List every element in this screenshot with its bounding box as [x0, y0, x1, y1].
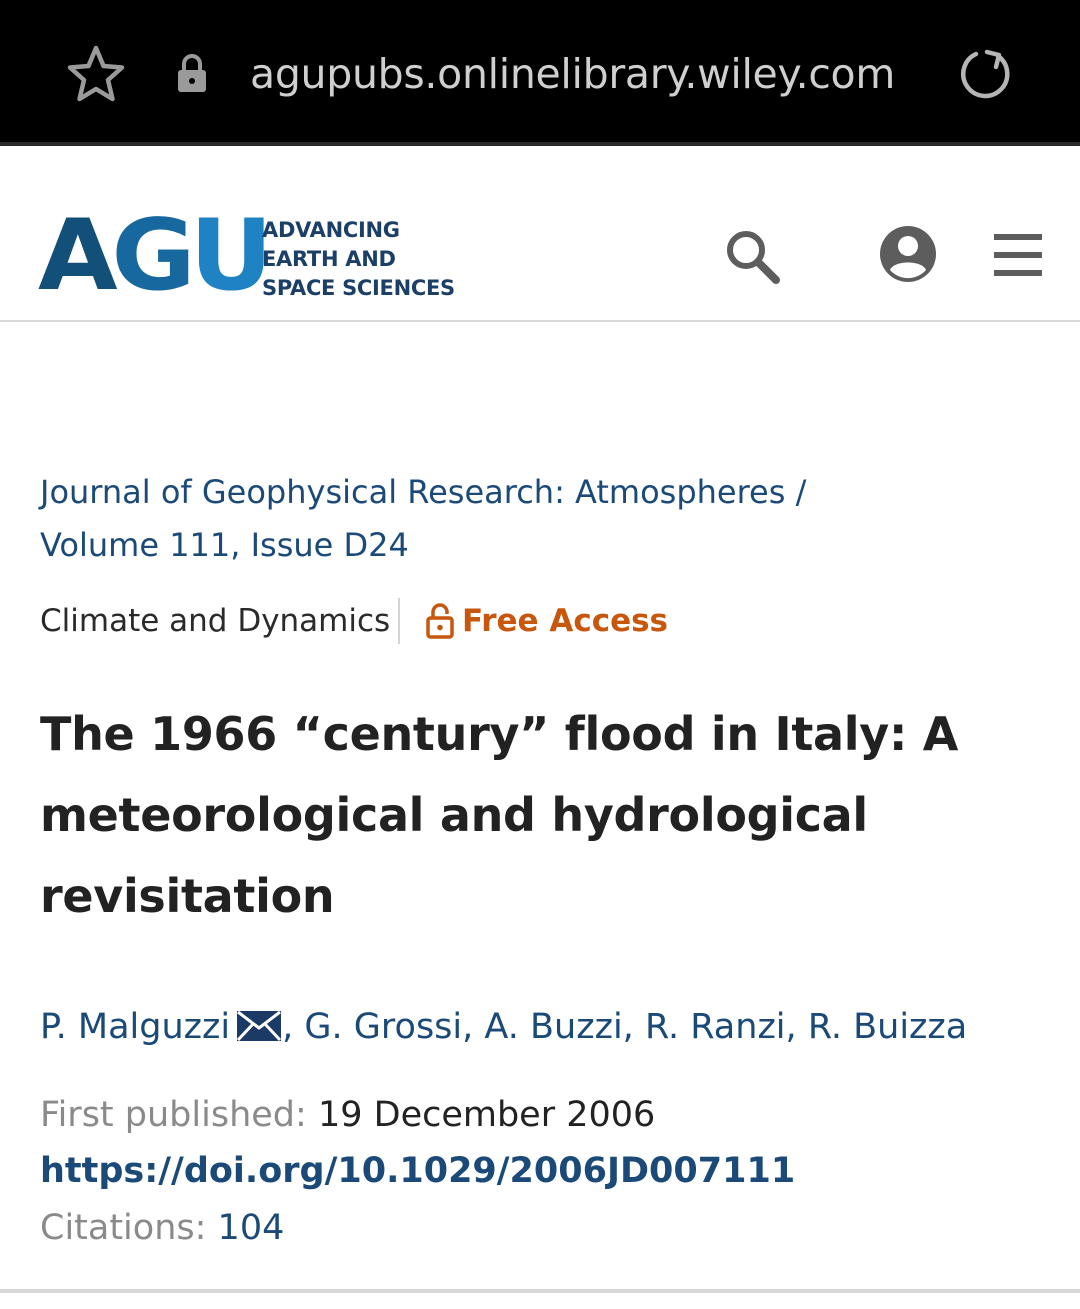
logo-letter: G [111, 199, 190, 313]
tagline-line: SPACE SCIENCES [262, 276, 455, 300]
author-list: P. Malguzzi , G. Grossi, A. Buzzi, R. Ranzi, R. Buizza [40, 1007, 968, 1047]
logo-letter: U [189, 199, 267, 313]
journal-name[interactable]: Journal of Geophysical Research: Atmospheres / [40, 473, 807, 511]
star-icon[interactable] [66, 44, 126, 104]
tagline-line: ADVANCING [262, 218, 400, 242]
email-icon[interactable] [236, 1010, 282, 1042]
journal-breadcrumb[interactable] [40, 466, 1040, 572]
title-line: revisitation [40, 869, 335, 923]
logo-letter: A [38, 199, 112, 313]
reload-icon[interactable] [954, 44, 1014, 104]
first-published [40, 1090, 655, 1140]
journal-issue[interactable]: Volume 111, Issue D24 [40, 526, 409, 564]
title-line: The 1966 “century” flood in Italy: A [40, 707, 959, 761]
article-title [40, 694, 1040, 937]
citations [40, 1203, 284, 1253]
doi-link[interactable]: https://doi.org/10.1029/2006JD007111 [40, 1151, 796, 1191]
author-link[interactable]: R. Ranzi [644, 1007, 786, 1047]
author-link[interactable]: P. Malguzzi [40, 1007, 231, 1047]
title-line: meteorological and hydrological [40, 788, 868, 842]
first-published-label: First published: [40, 1095, 307, 1135]
divider [0, 1289, 1080, 1293]
citations-label: Citations: [40, 1208, 207, 1248]
lock-icon[interactable] [176, 52, 208, 94]
agu-logo[interactable] [38, 199, 267, 313]
search-icon[interactable] [722, 226, 784, 288]
free-access-label: Free Access [462, 603, 668, 639]
first-published-date: 19 December 2006 [317, 1095, 656, 1135]
browser-toolbar [0, 0, 1080, 142]
author-link[interactable]: A. Buzzi [484, 1007, 623, 1047]
unlock-icon [426, 602, 454, 640]
author-link[interactable]: R. Buizza [807, 1007, 968, 1047]
section-label: Climate and Dynamics [40, 603, 391, 639]
logo-tagline [262, 216, 462, 303]
tagline-line: EARTH AND [262, 247, 396, 271]
author-link[interactable]: G. Grossi [304, 1007, 463, 1047]
citations-count[interactable]: 104 [217, 1208, 285, 1248]
account-icon[interactable] [878, 224, 938, 284]
divider [398, 598, 400, 644]
menu-icon[interactable] [992, 232, 1044, 278]
site-header [0, 142, 1080, 322]
address-bar-url[interactable]: agupubs.onlinelibrary.wiley.com [250, 50, 895, 98]
